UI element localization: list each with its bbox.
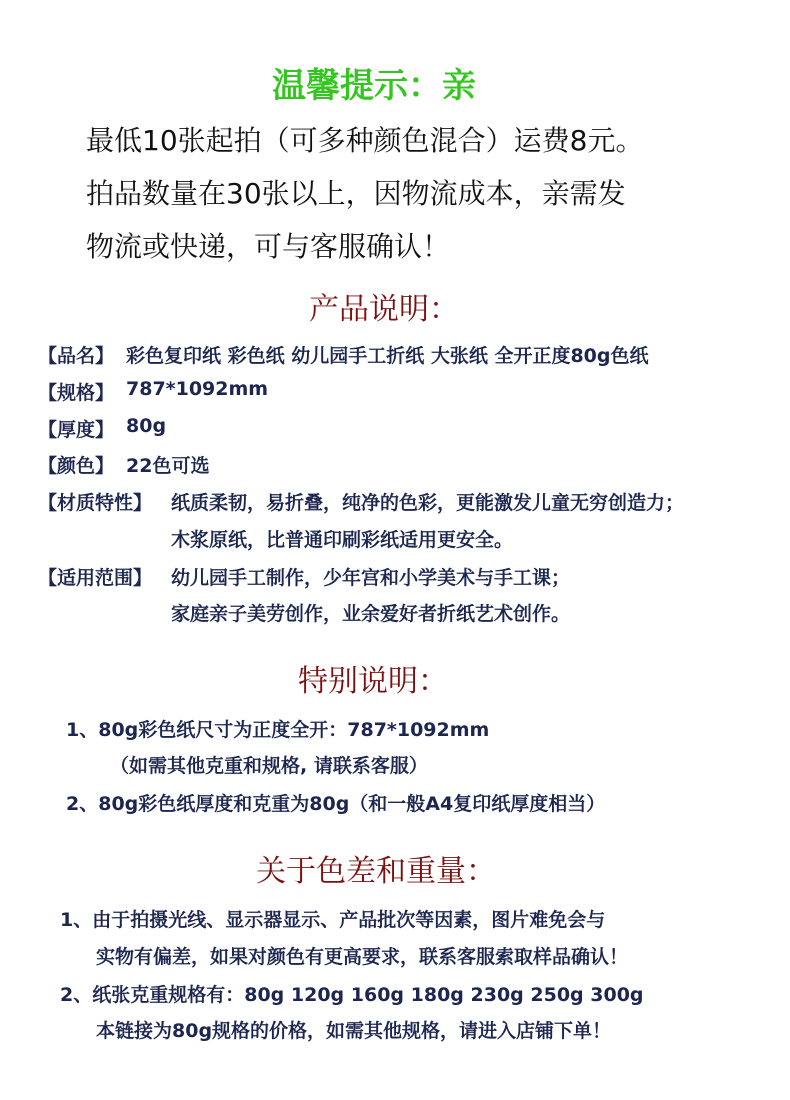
color-weight-line-2: 2、纸张克重规格有：80g 120g 160g 180g 230g 250g 300g	[60, 984, 644, 1006]
usage-label: 【适用范围】	[38, 567, 153, 589]
special-line-2: 2、80g彩色纸厚度和克重为80g（和一般A4复印纸厚度相当）	[66, 793, 606, 815]
color-value: 22色可选	[126, 455, 210, 477]
special-line-1-note: （如需其他克重和规格, 请联系客服）	[110, 755, 428, 777]
material-label: 【材质特性】	[38, 492, 153, 514]
thickness-value: 80g	[126, 415, 167, 437]
special-line-1: 1、80g彩色纸尺寸为正度全开：787*1092mm	[66, 719, 490, 741]
color-label: 【颜色】	[38, 455, 115, 477]
usage-value-cont: 家庭亲子美劳创作，业余爱好者折纸艺术创作。	[171, 603, 571, 625]
product-name-label: 【品名】	[38, 345, 115, 367]
material-value: 纸质柔韧，易折叠，纯净的色彩，更能激发儿童无穷创造力；	[171, 492, 685, 514]
notice-line-2: 拍品数量在30张以上，因物流成本，亲需发	[86, 177, 626, 210]
product-heading: 产品说明：	[309, 292, 459, 327]
color-weight-line-2-cont: 本链接为80g规格的价格，如需其他规格，请进入店铺下单！	[96, 1020, 612, 1042]
special-heading: 特别说明：	[298, 664, 448, 699]
spec-value: 787*1092mm	[126, 378, 269, 400]
notice-line-3: 物流或快递，可与客服确认！	[86, 230, 451, 263]
thickness-label: 【厚度】	[38, 419, 115, 441]
notice-line-1: 最低10张起拍（可多种颜色混合）运费8元。	[86, 124, 644, 157]
color-weight-heading: 关于色差和重量：	[256, 854, 496, 889]
usage-value: 幼儿园手工制作，少年宫和小学美术与手工课；	[171, 567, 571, 589]
material-value-cont: 木浆原纸，比普通印刷彩纸适用更安全。	[171, 529, 514, 551]
product-name-value: 彩色复印纸 彩色纸 幼儿园手工折纸 大张纸 全开正度80g色纸	[126, 345, 649, 367]
color-weight-line-1: 1、由于拍摄光线、显示器显示、产品批次等因素，图片难免会与	[60, 909, 606, 931]
notice-title: 温馨提示：亲	[272, 66, 476, 106]
spec-label: 【规格】	[38, 382, 115, 404]
color-weight-line-1-cont: 实物有偏差，如果对颜色有更高要求，联系客服索取样品确认！	[96, 946, 629, 968]
